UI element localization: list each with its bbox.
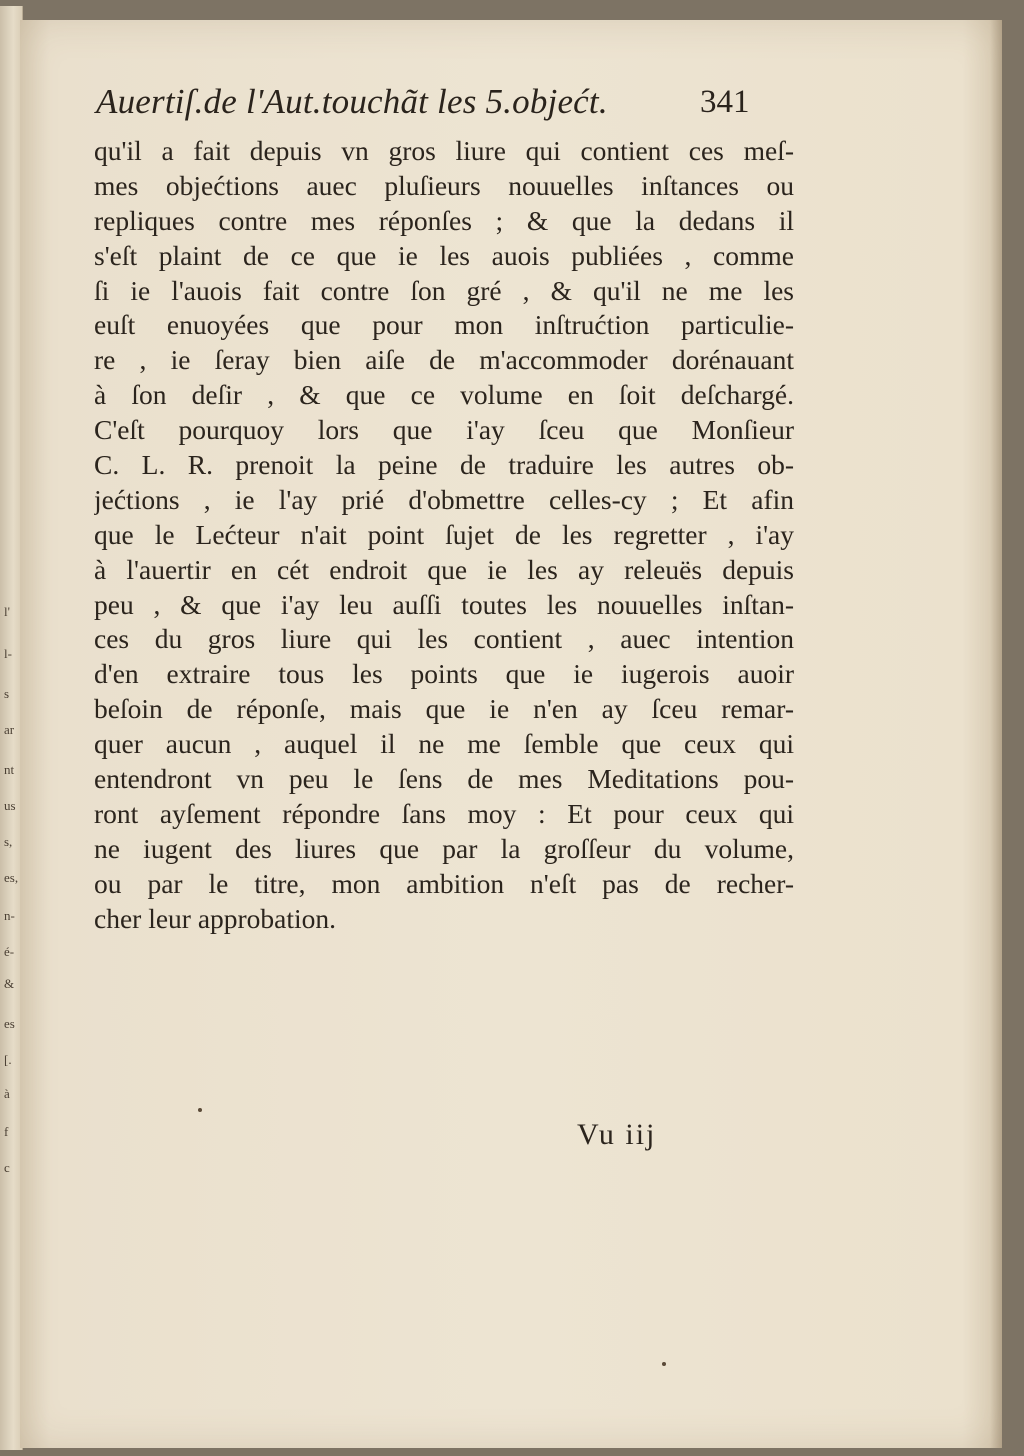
previous-page-fragment: c <box>4 1160 10 1175</box>
previous-page-fragment: s <box>4 686 10 701</box>
text-line: peu , & que i'ay leu auſſi toutes les nouuelles inſtan- <box>94 588 794 620</box>
previous-page-fragment: es, <box>4 870 19 885</box>
previous-page-fragment: l- <box>4 646 12 661</box>
previous-page-fragment: nt <box>4 762 15 777</box>
previous-page-fragment: es <box>4 1016 15 1031</box>
previous-page-fragment: ar <box>4 722 15 737</box>
text-line: beſoin de réponſe, mais que ie n'en ay ſceu remar- <box>94 693 794 725</box>
previous-page-fragment: n- <box>4 908 15 923</box>
text-line: entendront vn peu le ſens de mes Meditations pou- <box>94 763 794 795</box>
ink-speck <box>662 1362 666 1366</box>
text-line: re , ie ſeray bien aiſe de m'accommoder dorénauant <box>94 344 794 376</box>
text-line: C. L. R. prenoit la peine de traduire les autres ob- <box>94 449 794 481</box>
text-line: d'en extraire tous les points que ie iugerois auoir <box>94 658 794 690</box>
text-line: ront ayſement répondre ſans moy : Et pour ceux qui <box>94 797 794 829</box>
previous-page-fragment: é- <box>4 944 15 959</box>
page-header <box>96 82 796 142</box>
text-line: repliques contre mes réponſes ; & que la dedans il <box>94 204 794 236</box>
previous-page-fragment: s, <box>4 834 13 849</box>
text-line: ces du gros liure qui les contient , auec intention <box>94 623 794 655</box>
page-number: 341 <box>700 84 750 120</box>
ink-speck <box>198 1108 202 1112</box>
text-line: à ſon deſir , & que ce volume en ſoit deſchargé. <box>94 379 794 411</box>
text-line: s'eſt plaint de ce que ie les auois publiées , comme <box>94 239 794 271</box>
text-line: mes objećtions auec pluſieurs nouuelles inſtances ou <box>94 169 794 201</box>
signature-mark: Vu iij <box>577 1118 657 1151</box>
text-line: ſi ie l'auois fait contre ſon gré , & qu'il ne me les <box>94 274 794 306</box>
text-line: euſt enuoyées que pour mon inſtrućtion particulie- <box>94 309 794 341</box>
previous-page-fragment: à <box>4 1086 10 1101</box>
previous-page-fragment: l' <box>4 604 10 619</box>
show-through-text <box>398 926 778 1096</box>
text-line: qu'il a fait depuis vn gros liure qui contient ces meſ- <box>94 135 794 166</box>
text-line: ne iugent des liures que par la groſſeur du volume, <box>94 832 794 864</box>
previous-page-fragment: f <box>4 1124 9 1139</box>
previous-page-fragment: & <box>4 976 15 991</box>
text-line: C'eſt pourquoy lors que i'ay ſceu que Monſieur <box>94 414 794 446</box>
previous-page-fragment: us <box>4 798 16 813</box>
text-line: cher leur approbation. <box>94 902 337 934</box>
text-line: ou par le titre, mon ambition n'eſt pas de recher- <box>94 867 794 899</box>
text-line: jećtions , ie l'ay prié d'obmettre celles-cy ; Et afin <box>94 483 794 515</box>
text-line: à l'auertir en cét endroit que ie les ay releuës depuis <box>94 553 794 585</box>
running-head: Auertiſ.de l'Aut.touchãt les 5.objećt. <box>96 82 608 121</box>
book-page <box>20 20 1002 1448</box>
previous-page-fragment: [. <box>4 1052 12 1067</box>
text-line: que le Lećteur n'ait point ſujet de les regretter , i'ay <box>94 518 794 550</box>
text-line: quer aucun , auquel il ne me ſemble que ceux qui <box>94 728 794 760</box>
body-text <box>94 134 794 936</box>
